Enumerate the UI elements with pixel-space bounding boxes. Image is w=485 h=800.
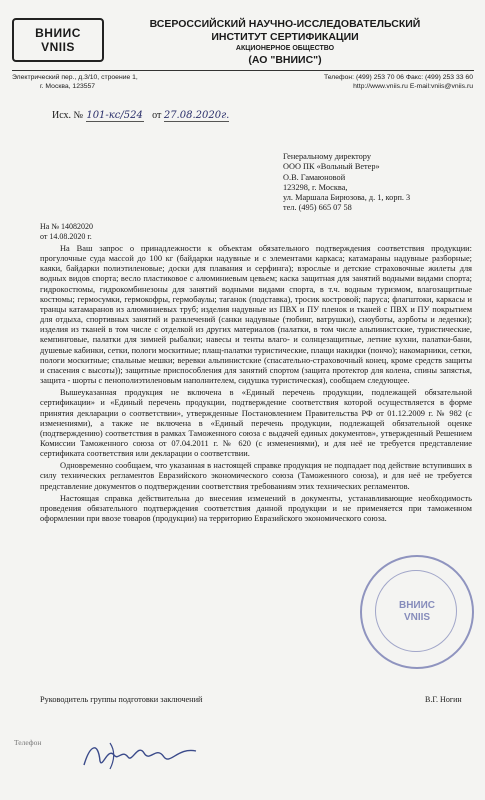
address-city: г. Москва, 123557	[40, 83, 96, 90]
org-short-name: (АО "ВНИИС")	[248, 54, 322, 66]
stamp-text-ru: ВНИИС	[398, 600, 436, 611]
handwritten-signature	[80, 735, 200, 775]
contact-web-email: http://www.vniis.ru E-mail:vniis@vniis.ru	[353, 83, 473, 90]
outgoing-date-label: от	[152, 110, 162, 121]
body-paragraph-lists: Вышеуказанная продукция не включена в «Единый перечень продукции, подлежащей обязательной сертификации» и «Единый перечень продукции, подтверждение соответствия которой осуществляется в форме принятия декларации о соответствии», утвержденные Постановлением Правительства РФ от 01.12.2009 г. № 982 (с изменениями), а также не включена в «Единый перечень продукции, подлежащей обязательной оценке (подтверждению) соответствия в рамках Таможенного союза с выдачей единых документов», утвержденный Решением Комиссии Таможенного союза от 07.04.2011 г. № 620 (с изменениями), и для неё не требуется представление сертификата соответствия или декларации о соответствии.	[40, 388, 472, 459]
organization-header	[140, 18, 430, 67]
outgoing-number: 101-кс/524	[86, 110, 143, 121]
contact-phones: Телефон: (499) 253 70 06 Факс: (499) 253 33 60	[323, 74, 473, 81]
signatory-position: Руководитель группы подготовки заключений	[40, 695, 203, 704]
incoming-date: от 14.08.2020 г.	[40, 232, 92, 241]
header-divider	[12, 70, 474, 71]
body-paragraph-request: На Ваш запрос о принадлежности к объектам обязательного подтверждения соответствия продукции: прогулочные суда массой до 100 кг (байдарки надувные и с элементами каркаса; катамараны надувные разборные; каяки, байдарки полиэтиленовые; доски для плавания и серфинга); взрослые и детские страховочные жилеты для водных видов спорта; весло пластиковое с алюминиевым цевьем; каска защитная для занятий водными видами спорта; гидрокостюмы, гидрокомбинезоны для занятий водными видами спорта, в т.ч. водным туризмом, влагозащитные костюмы; гермосумки, гермокофры, гермобаулы; таганок (подставка), тросик костровой; паруса; флагштоки, каркасы и транцы катамаранов из алюминиевых труб; изделия надувные из ПВХ и ПУ пленок и тканей с ПВХ и ПУ покрытием для отдыха, спортивных занятий и развлечений (санки надувные (тюбинг, ватрушки), сноуботы, аэрботы и леденки); изделия из тканей в том числе с отделкой из других материалов (палатки, в том числе альпинистские, туристические, кемпинговые, палатки для зимней рыбалки; навесы и тенты влаго- и солнцезащитные, летние кухни, палатки-бани, душевые кабинки, сетки, пологи москитные; плащ-палатки туристические, плащи накидки (пончо); накомарники, сетки, пологи москитные; спальные мешки; веревки альпинистские (спасательно-страховочный конец, кроме средств защиты и спасения с высоты)); защитные приспособления для занятий спортом (защита протектор для колена, спины запястья, защита - шорты с пенополиэтиленовым наполнителем, сидушка туристическая), сообщаем следующее.	[40, 244, 472, 386]
stamp-text-en: VNIIS	[403, 612, 431, 623]
letter-body	[40, 244, 472, 524]
recipient-postcode-city: 123298, г. Москва,	[283, 182, 348, 192]
recipient-title: Генеральному директору	[283, 152, 371, 161]
recipient-company: ООО ПК «Вольный Ветер»	[283, 162, 380, 172]
org-address	[12, 73, 138, 91]
outgoing-reference	[52, 110, 229, 122]
signatory-name: В.Г. Ногин	[425, 695, 462, 704]
logo-text-ru: ВНИИС	[35, 26, 81, 40]
recipient-person: О.В. Гамаюновой	[283, 172, 346, 182]
outgoing-date: 27.08.2020г.	[163, 110, 230, 121]
org-legal-form: АКЦИОНЕРНОЕ ОБЩЕСТВО	[235, 45, 335, 52]
company-stamp	[360, 555, 474, 669]
incoming-reference	[40, 222, 93, 242]
outgoing-number-label: Исх. №	[52, 110, 84, 121]
logo-text-en: VNIIS	[41, 40, 75, 54]
vniis-logo	[12, 18, 104, 62]
address-street: Электрический пер., д.3/10, строение 1,	[12, 74, 138, 81]
recipient-phone: тел. (495) 665 07 58	[283, 203, 352, 213]
recipient-street: ул. Маршала Бирюзова, д. 1, корп. 3	[283, 193, 411, 203]
footer-phone-label: Телефон	[14, 738, 42, 747]
incoming-number: На № 14082020	[40, 222, 93, 231]
org-name-line2: ИНСТИТУТ СЕРТИФИКАЦИИ	[211, 31, 359, 43]
recipient-block	[283, 152, 410, 214]
org-name-line1: ВСЕРОССИЙСКИЙ НАУЧНО-ИССЛЕДОВАТЕЛЬСКИЙ	[149, 18, 421, 30]
body-paragraph-validity: Настоящая справка действительна до внесения изменений в документы, устанавливающие необходимость проведения обязательного подтверждения соответствия данной продукции и не применяется при таможенном оформлении при ввозе товаров (продукции) на территорию Евразийского экономического союза.	[40, 493, 472, 524]
org-contacts	[324, 73, 473, 91]
body-paragraph-regulations: Одновременно сообщаем, что указанная в настоящей справке продукция не подпадает под действие вступивших в силу технических регламентов Евразийского экономического союза (Таможенного союза), и для неё не требуется представление документов о подтверждении соответствия требованиям этих технических регламентов.	[40, 461, 472, 491]
